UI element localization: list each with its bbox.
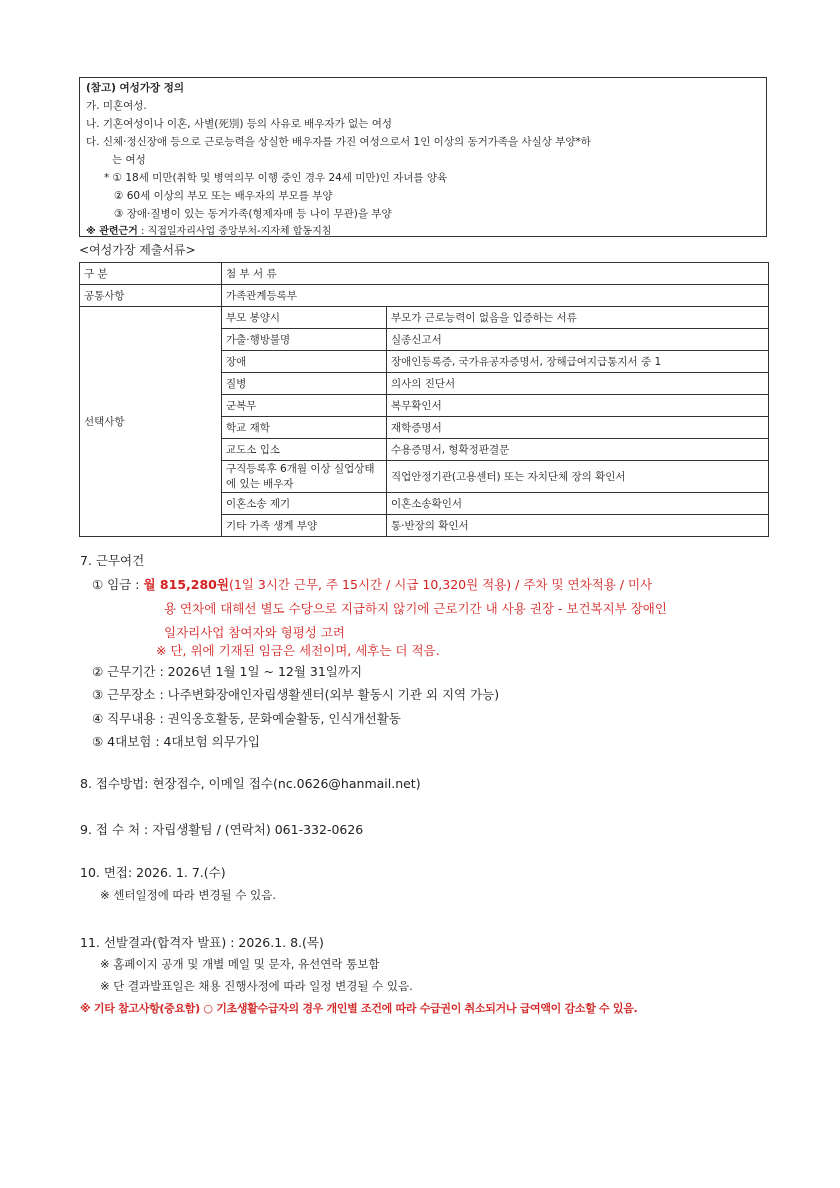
section8-application-method: 8. 접수방법: 현장접수, 이메일 접수(nc.0626@hanmail.net) bbox=[80, 776, 421, 791]
doc-cell: 부모가 근로능력이 없음을 입증하는 서류 bbox=[387, 307, 769, 329]
definition-sub-2: ② 60세 이상의 부모 또는 배우자의 부모를 부양 bbox=[114, 190, 333, 202]
doc-cell: 의사의 진단서 bbox=[387, 373, 769, 395]
section11-results: 11. 선발결과(합격자 발표) : 2026.1. 8.(목) bbox=[80, 935, 324, 950]
definition-item-a: 가. 미혼여성. bbox=[86, 100, 147, 112]
table-row-common bbox=[80, 285, 769, 307]
definition-sub-1: * ① 18세 미만(취학 및 병역의무 이행 중인 경우 24세 미만)인 자녀를 양육 bbox=[104, 172, 448, 184]
common-label: 공통사항 bbox=[80, 285, 222, 307]
wage-line3: 일자리사업 참여자와 형평성 고려 bbox=[164, 625, 345, 640]
social-insurance: ⑤ 4대보험 : 4대보험 의무가입 bbox=[92, 734, 260, 749]
doc-cell: 재학증명서 bbox=[387, 417, 769, 439]
definition-item-c-line1: 다. 신체·정신장애 등으로 근로능력을 상실한 배우자를 가진 여성으로서 1인 이상의 동거가족을 사실상 부양*하 bbox=[86, 136, 591, 148]
required-documents-table bbox=[79, 262, 769, 537]
case-cell: 질병 bbox=[222, 373, 387, 395]
table-row bbox=[80, 307, 769, 329]
case-cell: 구직등록후 6개월 이상 실업상태에 있는 배우자 bbox=[222, 461, 387, 493]
header-documents: 첨 부 서 류 bbox=[222, 263, 769, 285]
case-cell: 기타 가족 생계 부양 bbox=[222, 515, 387, 537]
section10-interview: 10. 면접: 2026. 1. 7.(수) bbox=[80, 865, 226, 880]
wage-details: (1일 3시간 근무, 주 15시간 / 시급 10,320원 적용) / 주차 및 연차적용 / 미사 bbox=[228, 577, 653, 592]
work-period: ② 근무기간 : 2026년 1월 1일 ~ 12월 31일까지 bbox=[92, 664, 363, 679]
section10-note: ※ 센터일정에 따라 변경될 수 있음. bbox=[100, 888, 276, 902]
case-cell: 이혼소송 제기 bbox=[222, 493, 387, 515]
work-duties: ④ 직무내용 : 권익옹호활동, 문화예술활동, 인식개선활동 bbox=[92, 711, 401, 726]
basis-label: ※ 관련근거 bbox=[86, 226, 138, 237]
doc-cell: 직업안정기관(고용센터) 또는 자치단체 장의 확인서 bbox=[387, 461, 769, 493]
definition-sub-3: ③ 장애·질병이 있는 동거가족(형제자매 등 나이 무관)을 부양 bbox=[114, 208, 392, 220]
docs-heading: <여성가장 제출서류> bbox=[79, 243, 196, 257]
definition-item-c-line2: 는 여성 bbox=[112, 154, 146, 166]
work-place: ③ 근무장소 : 나주변화장애인자립생활센터(외부 활동시 기관 외 지역 가능) bbox=[92, 687, 500, 702]
wage-amount: 월 815,280원 bbox=[143, 577, 229, 592]
section11-note2: ※ 단 결과발표일은 채용 진행사정에 따라 일정 변경될 수 있음. bbox=[100, 979, 413, 993]
table-header-row bbox=[80, 263, 769, 285]
doc-cell: 실종신고서 bbox=[387, 329, 769, 351]
doc-cell: 이혼소송확인서 bbox=[387, 493, 769, 515]
section7-heading: 7. 근무여건 bbox=[80, 553, 145, 568]
case-cell: 가출·행방불명 bbox=[222, 329, 387, 351]
optional-label: 선택사항 bbox=[80, 307, 222, 537]
case-cell: 군복무 bbox=[222, 395, 387, 417]
common-doc: 가족관계등록부 bbox=[222, 285, 769, 307]
definition-basis bbox=[86, 223, 760, 241]
definition-item-b: 나. 기혼여성이나 이혼, 사별(死別) 등의 사유로 배우자가 없는 여성 bbox=[86, 118, 393, 130]
basis-text: : 직접일자리사업 중앙부처-지자체 합동지침 bbox=[137, 226, 332, 237]
case-cell: 장애 bbox=[222, 351, 387, 373]
female-householder-definition-box bbox=[79, 77, 767, 237]
wage-note: ※ 단, 위에 기재된 임금은 세전이며, 세후는 더 적음. bbox=[156, 643, 440, 658]
doc-cell: 통·반장의 확인서 bbox=[387, 515, 769, 537]
wage-prefix: ① 임금 : bbox=[92, 577, 144, 592]
case-cell: 교도소 입소 bbox=[222, 439, 387, 461]
definition-title: (참고) 여성가장 정의 bbox=[86, 82, 185, 94]
doc-cell: 장애인등록증, 국가유공자증명서, 장해급여지급통지서 중 1 bbox=[387, 351, 769, 373]
wage-line1 bbox=[92, 575, 652, 593]
case-cell: 학교 재학 bbox=[222, 417, 387, 439]
wage-line2: 용 연차에 대해선 별도 수당으로 지급하지 않기에 근로기간 내 사용 권장 - 보건복지부 장애인 bbox=[164, 601, 667, 616]
case-cell: 부모 봉양시 bbox=[222, 307, 387, 329]
important-notice: ※ 기타 참고사항(중요함) ○ 기초생활수급자의 경우 개인별 조건에 따라 수급권이 취소되거나 급여액이 감소할 수 있음. bbox=[80, 1002, 638, 1015]
section9-contact: 9. 접 수 처 : 자립생활팀 / (연락처) 061-332-0626 bbox=[80, 822, 364, 837]
section11-note1: ※ 홈페이지 공개 및 개별 메일 및 문자, 유선연락 통보함 bbox=[100, 957, 380, 971]
header-category: 구 분 bbox=[80, 263, 222, 285]
doc-cell: 수용증명서, 형확정판결문 bbox=[387, 439, 769, 461]
doc-cell: 복무확인서 bbox=[387, 395, 769, 417]
